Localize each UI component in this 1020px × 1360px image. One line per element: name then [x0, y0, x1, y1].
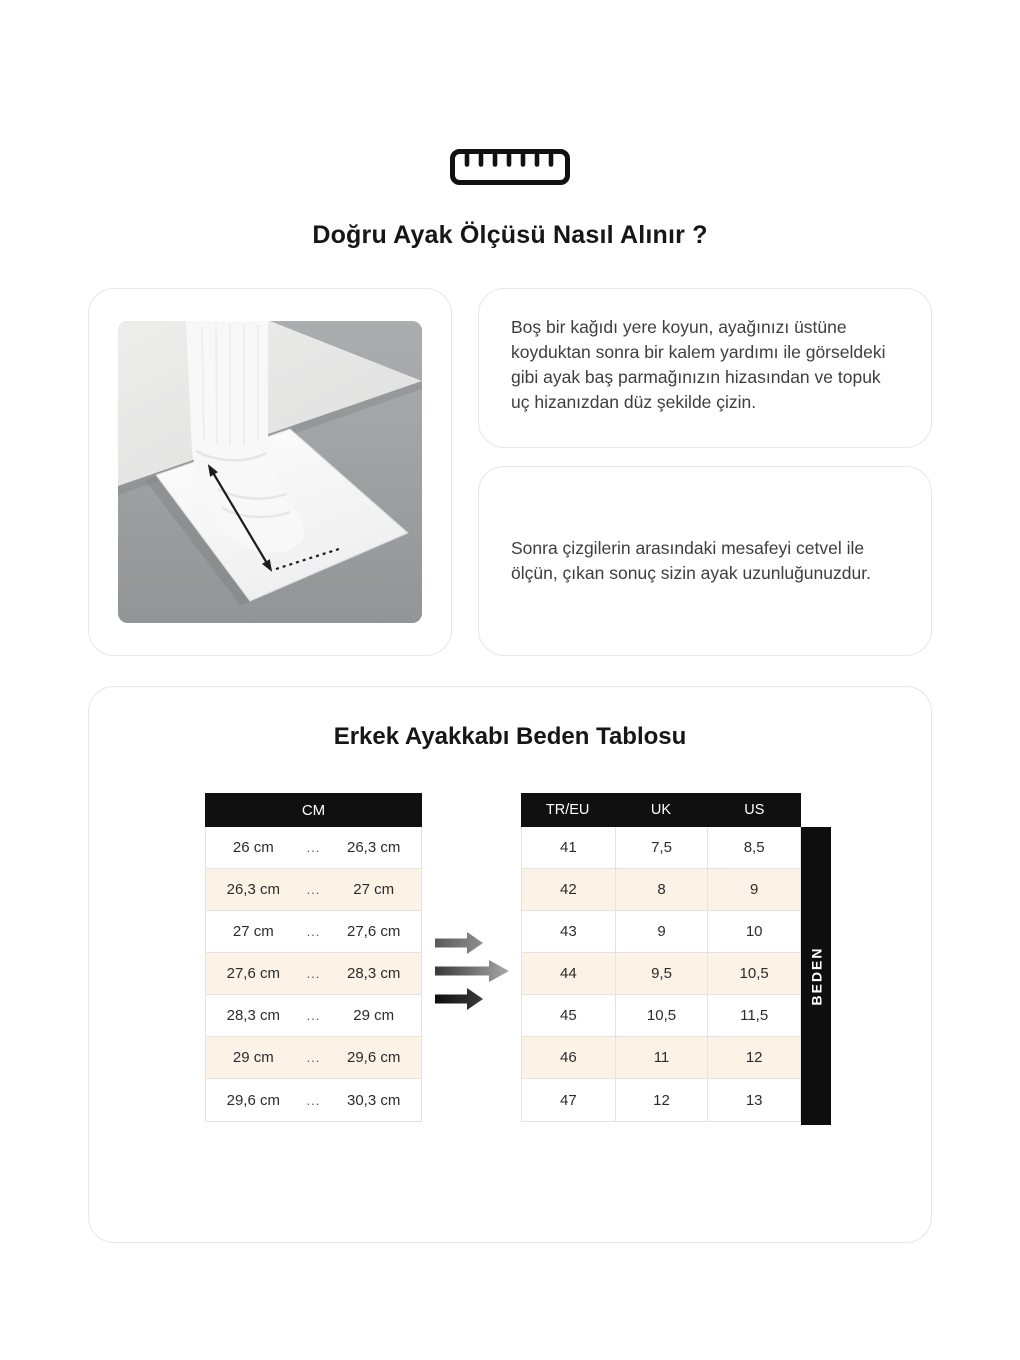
instruction-step-2: Sonra çizgilerin arasındaki mesafeyi cetvel ile ölçün, çıkan sonuç sizin ayak uzunluğunuzdur. [511, 538, 871, 583]
range-dots: ... [306, 966, 321, 981]
instruction-card-1 [478, 288, 932, 448]
cm-max: 27 cm [353, 881, 395, 898]
size-us: 12 [707, 1037, 800, 1078]
size-uk: 11 [615, 1037, 708, 1078]
beden-side-strip [801, 827, 831, 1125]
size-us: 10 [707, 911, 800, 952]
table-row [206, 1037, 421, 1079]
cm-max: 28,3 cm [347, 965, 401, 982]
size-tr-eu: 42 [559, 881, 577, 898]
size-uk: 12 [615, 1079, 708, 1121]
table-row [522, 953, 800, 995]
size-table-title: Erkek Ayakkabı Beden Tablosu [333, 723, 687, 750]
cm-min: 26 cm [232, 839, 274, 856]
size-uk: 9 [615, 911, 708, 952]
cm-min: 28,3 cm [226, 1007, 280, 1024]
table-row [522, 1037, 800, 1079]
cm-max: 27,6 cm [347, 923, 401, 940]
range-dots: ... [306, 924, 321, 939]
range-dots: ... [306, 1092, 321, 1108]
instruction-card-2 [478, 466, 932, 656]
size-uk: 9,5 [615, 953, 708, 994]
header-us: US [744, 802, 765, 818]
page-title: Doğru Ayak Ölçüsü Nasıl Alınır ? [312, 221, 708, 249]
range-dots: ... [306, 840, 321, 855]
cm-min: 29,6 cm [226, 1091, 280, 1109]
cm-max: 29 cm [353, 1007, 395, 1024]
instruction-cards [88, 288, 932, 656]
table-row [522, 827, 800, 869]
cm-min: 26,3 cm [226, 881, 280, 898]
size-table-header [521, 793, 801, 827]
range-dots: ... [306, 1050, 321, 1065]
beden-label: BEDEN [808, 946, 825, 1006]
table-row [206, 869, 421, 911]
size-table-body [521, 827, 801, 1122]
size-us: 10,5 [707, 953, 800, 994]
cm-min: 27,6 cm [226, 965, 280, 982]
conversion-arrows [422, 929, 521, 1013]
size-tr-eu: 45 [559, 1007, 577, 1024]
size-uk: 8 [615, 869, 708, 910]
size-us: 13 [707, 1079, 800, 1121]
table-row [522, 911, 800, 953]
range-dots: ... [306, 1008, 321, 1023]
photo-card [88, 288, 452, 656]
instruction-step-1: Boş bir kağıdı yere koyun, ayağınızı üstüne koyduktan sonra bir kalem yardımı ile görseldeki gibi ayak baş parmağınızın hizasından ve topuk uç hizanızdan düz şekilde çizin. [511, 317, 886, 412]
table-row [206, 911, 421, 953]
cm-table-header [205, 793, 422, 827]
size-us: 11,5 [707, 995, 800, 1036]
size-uk: 10,5 [615, 995, 708, 1036]
size-us: 9 [707, 869, 800, 910]
table-row [206, 1079, 421, 1121]
table-row [206, 995, 421, 1037]
size-tr-eu: 47 [559, 1091, 577, 1109]
size-uk: 7,5 [615, 827, 708, 868]
size-us: 8,5 [707, 827, 800, 868]
cm-max: 29,6 cm [347, 1049, 401, 1066]
conversion-arrows-icon [433, 929, 511, 1013]
header-uk: UK [650, 802, 672, 818]
ruler-icon [449, 148, 571, 186]
table-row [206, 953, 421, 995]
size-table [521, 793, 801, 1122]
size-table-card [88, 686, 932, 1243]
cm-table-body [205, 827, 422, 1122]
cm-min: 27 cm [232, 923, 274, 940]
cm-max: 26,3 cm [347, 839, 401, 856]
cm-min: 29 cm [232, 1049, 274, 1066]
header-tr-eu: TR/EU [545, 802, 590, 818]
table-row [522, 869, 800, 911]
size-tr-eu: 43 [559, 923, 577, 940]
foot-photo-illustration [118, 321, 422, 623]
table-row [522, 995, 800, 1037]
table-row [206, 827, 421, 869]
cm-max: 30,3 cm [347, 1091, 401, 1109]
table-row [522, 1079, 800, 1121]
foot-measurement-photo [118, 321, 422, 623]
ruler-icon-row [0, 0, 1020, 191]
cm-table [205, 793, 422, 1122]
size-tr-eu: 46 [559, 1049, 577, 1066]
instruction-text-column [478, 288, 932, 656]
size-tables [205, 793, 931, 1125]
cm-header-label: CM [301, 801, 326, 819]
size-tr-eu: 44 [559, 965, 577, 982]
size-tr-eu: 41 [559, 839, 577, 856]
range-dots: ... [306, 882, 321, 897]
